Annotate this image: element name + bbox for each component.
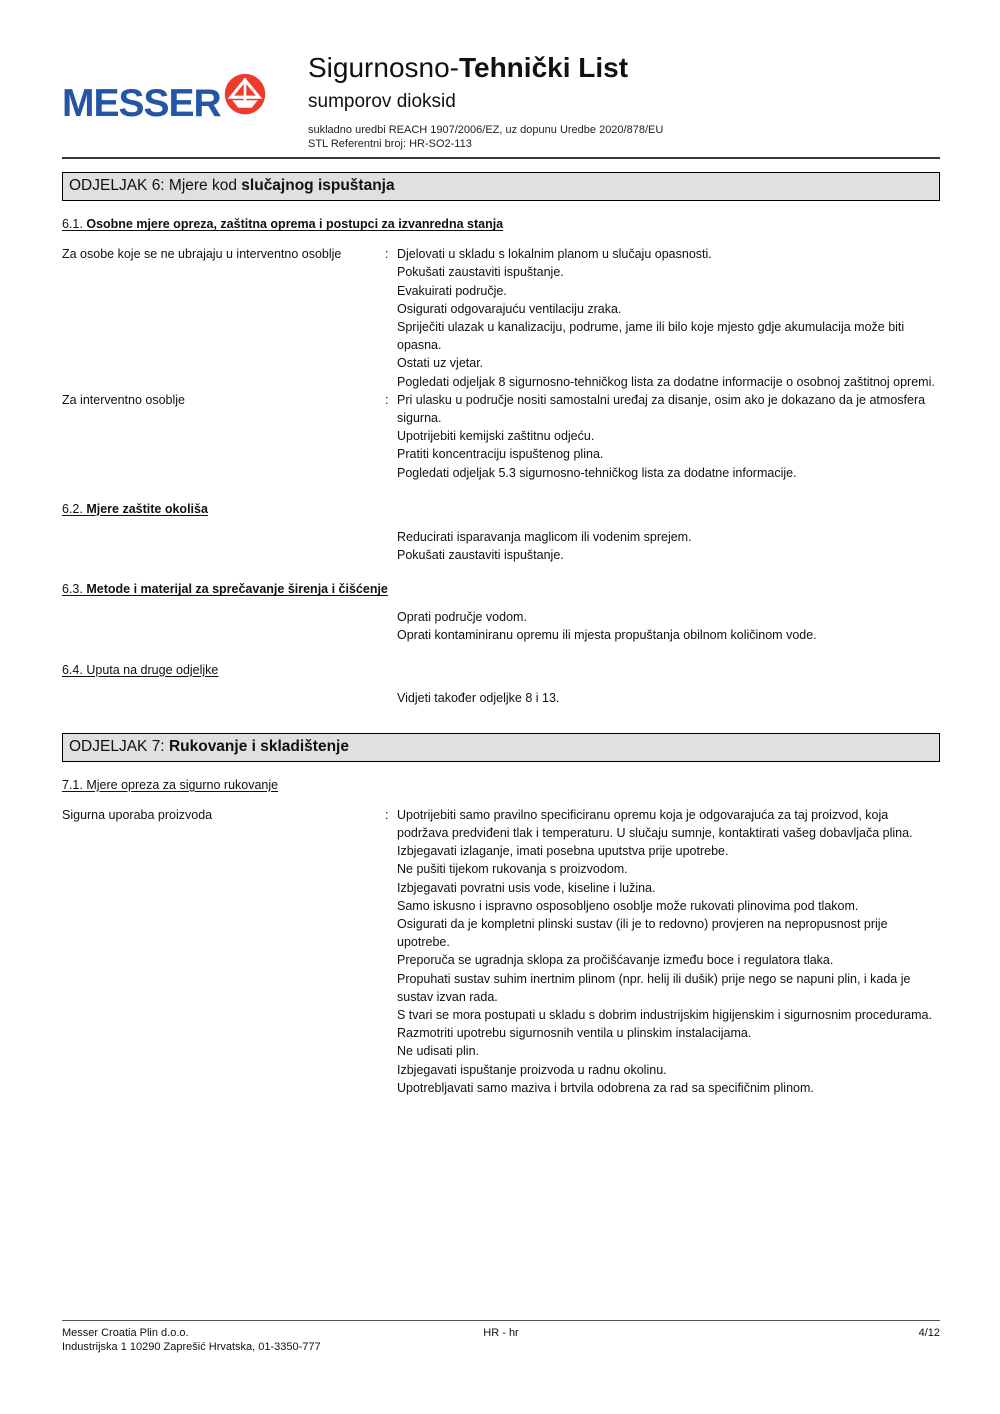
text-line: Oprati kontaminiranu opremu ili mjesta propuštanja obilnom količinom vode.	[397, 628, 817, 643]
subsection-6-4-heading	[62, 663, 940, 677]
field-colon: :	[385, 392, 389, 407]
text-line: Djelovati u skladu s lokalnim planom u slučaju opasnosti.	[397, 247, 712, 262]
section-7-header	[62, 733, 940, 762]
subsection-number: 6.4.	[62, 662, 83, 677]
text-line: Izbjegavati povratni usis vode, kiseline i lužina.	[397, 880, 656, 895]
document-header	[62, 0, 940, 151]
document-title-bold: Tehnički List	[458, 52, 629, 83]
section-7-header-bold: Rukovanje i skladištenje	[168, 737, 349, 755]
subsection-6-3-heading	[62, 582, 940, 596]
header-divider	[62, 157, 940, 159]
footer-company: Messer Croatia Plin d.o.o.	[62, 1327, 189, 1339]
text-line: Pri ulasku u područje nositi samostalni uređaj za disanje, osim ako je dokazano da je atmosfera sigurna.	[397, 392, 926, 426]
field-value	[397, 806, 940, 1097]
document-title	[308, 52, 940, 84]
footer-address: Industrijska 1 10290 Zaprešić Hrvatska, 01-3350-777	[62, 1341, 321, 1353]
footer-locale: HR - hr	[483, 1327, 519, 1339]
subsection-title: Osobne mjere opreza, zaštitna oprema i postupci za izvanredna stanja	[86, 217, 504, 232]
subsection-6-3-content	[397, 608, 940, 644]
text-line: Vidjeti također odjeljke 8 i 13.	[397, 690, 560, 705]
text-line: Samo iskusno i ispravno osposobljeno osoblje može rukovati plinovima pod tlakom.	[397, 898, 859, 913]
messer-logo-text: MESSER	[62, 82, 221, 125]
text-line: Propuhati sustav suhim inertnim plinom (npr. helij ili dušik) prije nego se napuni plin, i kada je sustav izvan rada.	[397, 971, 911, 1004]
field-row	[62, 245, 940, 391]
document-meta	[308, 123, 940, 151]
field-value	[397, 245, 940, 391]
subsection-title: Uputa na druge odjeljke	[86, 662, 219, 677]
subsection-number: 6.1.	[62, 217, 83, 232]
text-line: S tvari se mora postupati u skladu s dobrim industrijskim higijenskim i sigurnosnim procedurama.	[397, 1008, 932, 1023]
text-line: Izbjegavati izlaganje, imati posebna uputstva prije upotrebe.	[397, 844, 729, 859]
subsection-6-2-content	[397, 528, 940, 564]
section-6-header-prefix: ODJELJAK 6: Mjere kod	[69, 177, 242, 195]
subsection-number: 6.2.	[62, 501, 83, 516]
subsection-7-1-content	[62, 806, 940, 1097]
messer-logo-emblem-icon	[223, 72, 267, 123]
field-row	[62, 806, 940, 1097]
section-6-header-bold: slučajnog ispuštanja	[241, 177, 395, 195]
footer-company-block	[62, 1326, 355, 1354]
text-line: Preporuča se ugradnja sklopa za pročišćavanje između boce i regulatora tlaka.	[397, 953, 834, 968]
footer-page-number: 4/12	[918, 1327, 941, 1339]
field-label: Za osobe koje se ne ubrajaju u interventno osoblje	[62, 247, 342, 262]
field-row	[62, 391, 940, 482]
text-line: Pratiti koncentraciju ispuštenog plina.	[397, 447, 604, 462]
text-line: Ne pušiti tijekom rukovanja s proizvodom.	[397, 862, 628, 877]
field-label: Sigurna uporaba proizvoda	[62, 807, 213, 822]
text-line: Pogledati odjeljak 8 sigurnosno-tehničkog lista za dodatne informacije o osobnoj zaštitnoj opremi.	[397, 374, 935, 389]
subsection-number: 6.3.	[62, 582, 83, 597]
field-colon: :	[385, 807, 389, 822]
field-value	[397, 391, 940, 482]
text-line: Ne udisati plin.	[397, 1044, 479, 1059]
text-line: Pokušati zaustaviti ispuštanje.	[397, 265, 564, 280]
subsection-title: Metode i materijal za sprečavanje širenja i čišćenje	[86, 582, 388, 597]
text-line: Osigurati da je kompletni plinski sustav (ili je to redovno) provjeren na nepropusnost prije upotrebe.	[397, 917, 888, 950]
document-title-regular: Sigurnosno-	[308, 52, 459, 83]
subsection-title: Mjere zaštite okoliša	[86, 501, 208, 516]
subsection-6-2-heading	[62, 502, 940, 516]
text-line: Upotrijebiti samo pravilno specificiranu opremu koja je odgovarajuća za taj proizvod, koja podržava predviđeni tlak i temperaturu. U slučaju sumnje, kontaktirati vašeg dobavljača plina.	[397, 807, 913, 841]
text-line: Pogledati odjeljak 5.3 sigurnosno-tehničkog lista za dodatne informacije.	[397, 465, 797, 480]
text-line: Oprati područje vodom.	[397, 610, 527, 625]
section-7-header-prefix: ODJELJAK 7:	[69, 737, 169, 755]
company-logo	[62, 52, 308, 151]
field-label: Za interventno osoblje	[62, 392, 185, 407]
subsection-6-1-heading	[62, 217, 940, 231]
text-line: Upotrebljavati samo maziva i brtvila odobrena za rad sa specifičnim plinom.	[397, 1080, 814, 1095]
text-line: Spriječiti ulazak u kanalizaciju, podrume, jame ili bilo koje mjesto gdje akumulacija može biti opasna.	[397, 320, 905, 353]
subsection-number: 7.1.	[62, 777, 83, 792]
text-line: Reducirati isparavanja maglicom ili vodenim sprejem.	[397, 529, 692, 544]
page-footer	[62, 1320, 940, 1354]
text-line: Pokušati zaustaviti ispuštanje.	[397, 548, 564, 563]
title-block	[308, 52, 940, 151]
text-line: Izbjegavati ispuštanje proizvoda u radnu okolinu.	[397, 1062, 667, 1077]
product-name: sumporov dioksid	[308, 91, 456, 113]
regulation-line: sukladno uredbi REACH 1907/2006/EZ, uz dopunu Uredbe 2020/878/EU	[308, 124, 664, 137]
reference-number-line: STL Referentni broj: HR-SO2-113	[308, 138, 472, 151]
text-line: Upotrijebiti kemijski zaštitnu odjeću.	[397, 429, 595, 444]
subsection-6-1-content	[62, 245, 940, 482]
subsection-7-1-heading	[62, 778, 940, 792]
subsection-6-4-content	[397, 689, 940, 707]
text-line: Evakuirati područje.	[397, 283, 507, 298]
text-line: Osigurati odgovarajuću ventilaciju zraka.	[397, 301, 622, 316]
subsection-title: Mjere opreza za sigurno rukovanje	[86, 777, 279, 792]
text-line: Ostati uz vjetar.	[397, 356, 484, 371]
field-colon: :	[385, 247, 389, 262]
text-line: Razmotriti upotrebu sigurnosnih ventila u plinskim instalacijama.	[397, 1026, 752, 1041]
section-6-header	[62, 172, 940, 201]
